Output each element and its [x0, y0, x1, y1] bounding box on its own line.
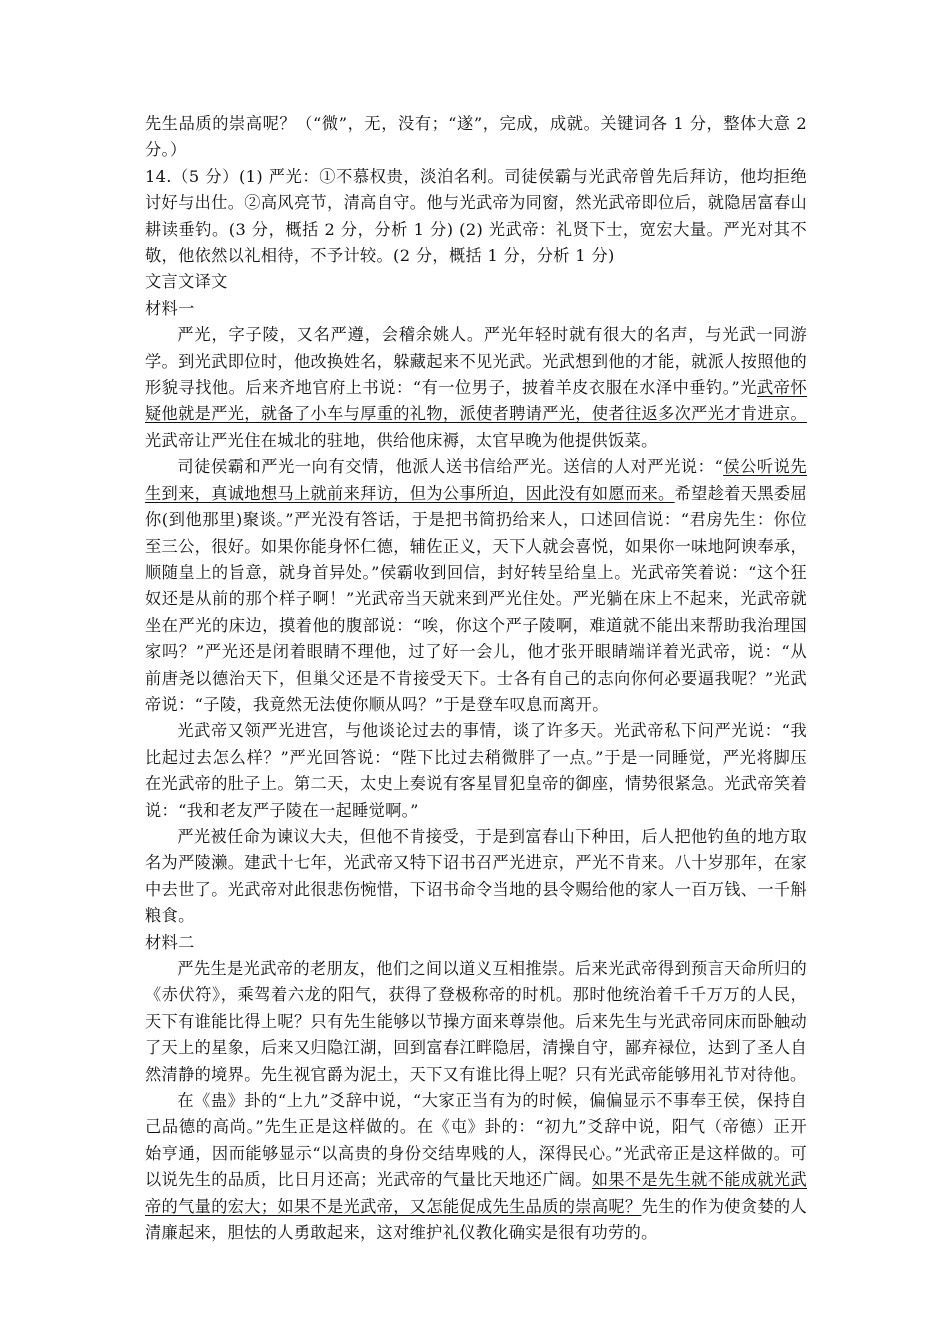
- material-two-paragraph-1: 严先生是光武帝的老朋友，他们之间以道义互相推崇。后来光武帝得到预言天命所归的《赤伏符》，乘驾着六龙的阳气，获得了登极称帝的时机。那时他统治着千千万万的人民，天下有谁能比得上呢？只有先生能够以节操方面来尊崇他。后来先生与光武帝同床而卧触动了天上的星象，后来又归隐江湖，回到富春江畔隐居，清操自守，鄙弃禄位，达到了圣人自然清静的境界。先生视官爵为泥土，天下又有谁比得上呢？只有光武帝能够用礼节对待他。: [145, 959, 807, 1084]
- underlined-sentence: 如果不是先生就不能成就光武帝的气量的宏大；如果不是光武帝，又怎能促成先生品质的崇高呢？: [145, 1170, 807, 1216]
- document-page: [145, 111, 807, 1246]
- text-run: 司徒侯霸和严光一向有交情，他派人送书信给严光。送信的人对严光说：“: [177, 457, 724, 477]
- text-run: 光武帝让严光住在城北的驻地，供给他床褥，太官早晚为他提供饭菜。: [145, 430, 658, 450]
- answer-q14: 14.（5 分）(1) 严光：①不慕权贵，淡泊名利。司徒侯霸与光武帝曾先后拜访，他均拒绝讨好与出仕。②高风亮节，清高自守。他与光武帝为同窗，然光武帝即位后，就隐居富春山耕读垂钓。(3 分，概括 2 分，分析 1 分) (2) 光武帝：礼贤下士，宽宏大量。严光对其不敬，他依然以礼相待，不予计较。(2 分，概括 1 分，分析 1 分): [145, 166, 807, 266]
- material-two-paragraph-2: [145, 1088, 807, 1246]
- underlined-sentence: 侯公听说先生到来，真诚地想马上就前来拜访，但为公事所迫，因此没有如愿而来。: [145, 457, 808, 503]
- material-one-paragraph-4: 严光被任命为谏议大夫，但他不肯接受，于是到富春山下种田，后人把他钓鱼的地方取名为严陵濑。建武十七年，光武帝又特下诏书召严光进京，严光不肯来。八十岁那年，在家中去世了。光武帝对此很悲伤惋惜，下诏书命令当地的县令赐给他的家人一百万钱、一千斛粮食。: [145, 826, 807, 926]
- material-one-title: 材料一: [145, 298, 195, 318]
- material-two-title: 材料二: [145, 932, 195, 952]
- text-run: 严光，字子陵，又名严遵，会稽余姚人。严光年轻时就有很大的名声，与光武一同游学。到光武即位时，他改换姓名，躲藏起来不见光武。光武想到他的才能，就派人按照他的形貌寻找他。后来齐地官府上书说：“有一位男子，披着羊皮衣服在水泽中垂钓。”光: [145, 325, 807, 398]
- text-run: 在《蛊》卦的“上九”爻辞中说，“大家正当有为的时候，偏偏显示不事奉王侯，保持自己品德的高尚。”先生正是这样做的。在《屯》卦的：“初九”爻辞中说，阳气（帝德）正开始亨通，因而能够显示“以高贵的身份交结卑贱的人，深得民心。”光武帝正是这样做的。可以说先生的品质，比日月还高；光武帝的气量比天地还广阔。: [145, 1091, 807, 1190]
- material-one-paragraph-2: [145, 454, 807, 718]
- text-run: 先生的作为使贪婪的人清廉起来，胆怯的人勇敢起来，这对维护礼仪教化确实是很有功劳的。: [145, 1196, 808, 1243]
- material-one-paragraph-1: [145, 322, 807, 454]
- answer-q13-tail: 先生品质的崇高呢？（“微”，无，没有；“遂”，完成，成就。关键词各 1 分，整体大意 2 分。）: [145, 114, 807, 160]
- translation-heading: 文言文译文: [145, 272, 228, 292]
- underlined-sentence: 武帝怀疑他就是严光，就备了小车与厚重的礼物，派使者聘请严光，使者往返多次严光才肯进京。: [145, 378, 807, 424]
- text-run: 希望趁着天黑委屈你(到他那里)聚谈。”严光没有答话，于是把书简扔给来人，口述回信说：“君房先生：你位至三公，很好。如果你能身怀仁德，辅佐正义，天下人就会喜悦，如果你一味地阿谀奉承，顺随皇上的旨意，就身首异处。”侯霸收到回信，封好转呈给皇上。光武帝笑着说：“这个狂奴还是从前的那个样子啊！”光武帝当天就来到严光住处。严光躺在床上不起来，光武帝就坐在严光的床边，摸着他的腹部说：“唉，你这个严子陵啊，难道就不能出来帮助我治理国家吗？”严光还是闭着眼睛不理他，过了好一会儿，他才张开眼睛端详着光武帝，说：“从前唐尧以德治天下，但巢父还是不肯接受天下。士各有自己的志向你何必要逼我呢？”光武帝说：“子陵，我竟然无法使你顺从吗？”于是登车叹息而离开。: [145, 483, 807, 714]
- material-one-paragraph-3: 光武帝又领严光进宫，与他谈论过去的事情，谈了许多天。光武帝私下问严光说：“我比起过去怎么样？”严光回答说：“陛下比过去稍微胖了一点。”于是一同睡觉，严光将脚压在光武帝的肚子上。第二天，太史上奏说有客星冒犯皇帝的御座，情势很紧急。光武帝笑着说：“我和老友严子陵在一起睡觉啊。”: [145, 721, 807, 820]
